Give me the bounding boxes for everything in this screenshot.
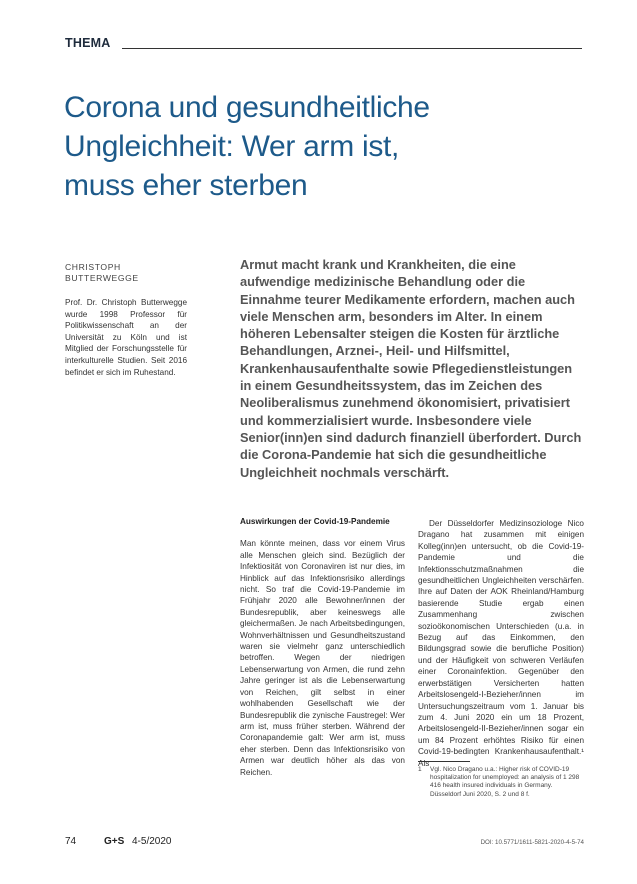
- author-line: CHRISTOPH: [65, 262, 121, 272]
- journal-name: G+S: [104, 836, 125, 847]
- title-line: muss eher sterben: [64, 169, 308, 202]
- body-paragraph: Man könnte meinen, dass vor einem Virus alle Menschen gleich sind. Bezüglich der Infektiosität von Coronaviren ist nur dies, im Hinblick auf das Infektionsrisiko allerdings nicht. So traf die Covid-19-Pandemie im Frühjahr 2020 alle Bewohner/innen der Bundesrepublik, aber keineswegs alle gleichermaßen. Je nach Arbeitsbedingungen, Wohnverhältnissen und Gesundheitszustand waren sie vielmehr ganz unterschiedlich betroffen. Wegen der niedrigen Lebenserwartung von Armen, die rund zehn Jahre geringer ist als die Lebenserwartung von Reichen, gilt selbst in einer wohlhabenden Gesellschaft wie der Bundesrepublik die zynische Faustregel: Wer arm ist, muss früher sterben. Während der Coronapandemie galt: Wer arm ist, muss eher sterben. Denn das Infektionsrisiko von Armen war deutlich höher als das von Reichen.: [240, 539, 405, 777]
- lead-paragraph: Armut macht krank und Krankheiten, die eine aufwendige medizinische Behandlung oder die Einnahme teurer Medikamente erfordern, machen auch viele Menschen arm, besonders im Alter. In einem höheren Lebensalter steigen die Kosten für ärztliche Behandlungen, Arznei-, Heil- und Hilfsmittel, Krankenhausaufenthalte sowie Pflegedienstleistungen in einem Gesundheitssystem, das im Zeichen des Neoliberalismus zunehmend ökonomisiert, privatisiert und kommerzialisiert wurde. Insbesondere viele Senior(inn)en sind dadurch finanziell überfordert. Durch die Corona-Pandemie hat sich die gesundheitliche Ungleichheit nochmals verschärft.: [240, 257, 582, 480]
- section-rule: [122, 48, 582, 49]
- subheading: Auswirkungen der Covid-19-Pandemie: [240, 517, 390, 526]
- footnote: [418, 766, 584, 799]
- title-line: Ungleichheit: Wer arm ist,: [64, 130, 400, 163]
- doi: DOI: 10.5771/1611-5821-2020-4-5-74: [480, 839, 584, 846]
- footnote-text: Vgl. Nico Dragano u.a.: Higher risk of COVID-19 hospitalization for unemployed: an analysis of 1 298 416 health insured individuals in Germany. Düsseldorf Juni 2020, S. 2 und 8 f.: [430, 766, 580, 798]
- footnote-rule: [418, 761, 470, 762]
- issue-number: 4-5/2020: [132, 836, 172, 847]
- body-column-right: [418, 518, 584, 769]
- author-name: [65, 262, 175, 283]
- author-bio: Prof. Dr. Christoph Butterwegge wurde 1998 Professor für Politikwissenschaft an der Universität zu Köln und ist Mitglied der Forschungsstelle für interkulturelle Studien. Seit 2016 befindet er sich im Ruhestand.: [65, 298, 187, 377]
- article-title: [64, 88, 534, 205]
- section-label: THEMA: [65, 36, 111, 50]
- title-line: Corona und gesundheitliche: [64, 91, 430, 124]
- page-number: 74: [65, 836, 77, 847]
- author-line: BUTTERWEGGE: [65, 272, 139, 283]
- footnote-number: 1: [418, 766, 422, 773]
- body-paragraph: Der Düsseldorfer Medizinsoziologe Nico Dragano hat zusammen mit einigen Kolleg(inn)en untersucht, ob die Covid-19-Pandemie und die Infektionsschutzmaßnahmen die gesundheitlichen Ungleichheiten verschärfen. Ihre auf Daten der AOK Rheinland/Hamburg basierende Studie ergab einen Zusammenhang zwischen sozioökonomischen Unterschieden (u.a. in Bezug auf das Einkommen, den Bildungsgrad sowie die berufliche Position) und der Häufigkeit von schweren Verläufen einer Coronainfektion. Gegenüber den erwerbstätigen Versicherten hatten Arbeitslosengeld-I-Bezieher/innen im Untersuchungszeitraum vom 1. Januar bis zum 4. Juni 2020 ein um 18 Prozent, Arbeitslosengeld-II-Bezieher/innen sogar ein um 84 Prozent erhöhtes Risiko für einen Covid-19-bedingten Krankenhausaufenthalt.¹ Als: [418, 519, 584, 768]
- body-column-left: [240, 516, 405, 778]
